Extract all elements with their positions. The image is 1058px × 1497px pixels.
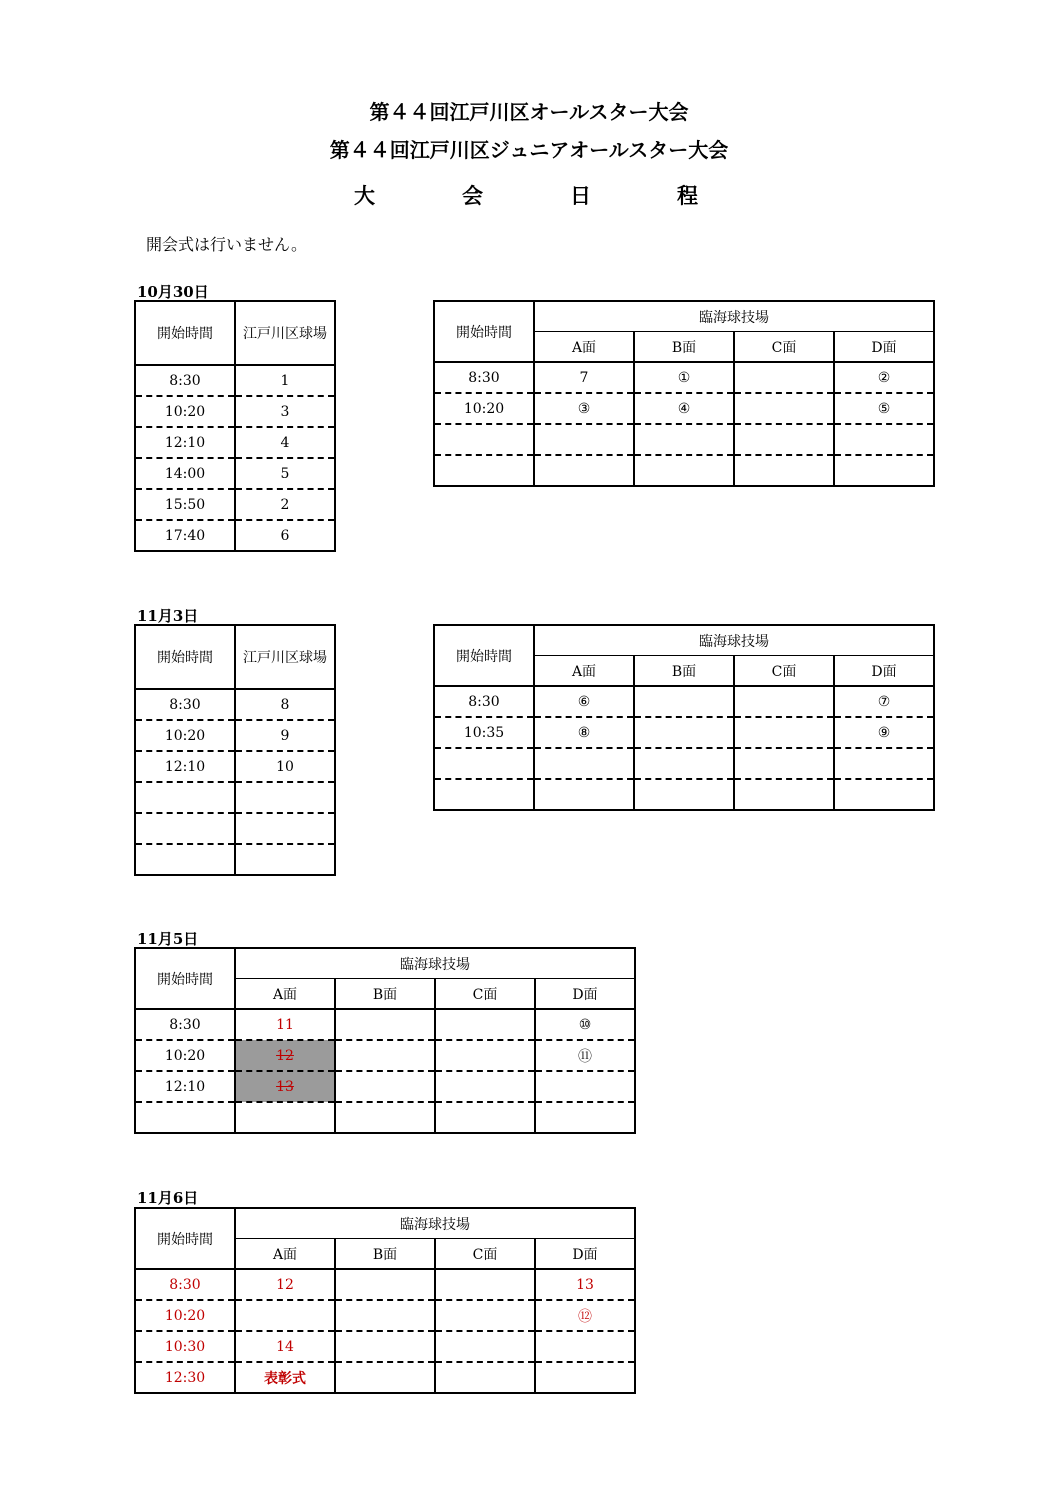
cell: 8:30: [135, 1009, 235, 1040]
cell: [435, 1331, 535, 1362]
cell: [535, 1071, 635, 1102]
cell: [435, 1040, 535, 1071]
cell: 12:10: [135, 751, 235, 782]
cell: 1: [235, 365, 335, 396]
cell: [535, 1362, 635, 1393]
cell: [235, 813, 335, 844]
cell: [734, 748, 834, 779]
header-d: D面: [834, 656, 934, 687]
cell-cancelled: 13: [235, 1071, 335, 1102]
note-text: 開会式は行いません。: [146, 235, 307, 254]
cell: 8: [235, 689, 335, 720]
cell: [135, 813, 235, 844]
cell: [834, 748, 934, 779]
cell-award-ceremony: 表彰式: [235, 1362, 335, 1393]
cell: 10:35: [434, 717, 534, 748]
cell: 12:10: [135, 1071, 235, 1102]
cell: 3: [235, 396, 335, 427]
cell: [834, 424, 934, 455]
cell: [435, 1300, 535, 1331]
header-b: B面: [634, 332, 734, 363]
header-start: 開始時間: [434, 301, 534, 362]
cell: ⑤: [834, 393, 934, 424]
cell: 10:20: [135, 1300, 235, 1331]
cell: [135, 844, 235, 875]
title-junior: 第４４回江戸川区ジュニアオールスター大会: [329, 138, 729, 162]
cell-cancelled: 12: [235, 1040, 335, 1071]
cell: 11: [235, 1009, 335, 1040]
cell: [435, 1009, 535, 1040]
cell: 12:30: [135, 1362, 235, 1393]
cell: ⑥: [534, 686, 634, 717]
cell: [435, 1102, 535, 1133]
cell: [834, 779, 934, 810]
subtitle-char: 程: [677, 183, 698, 208]
cell: [734, 686, 834, 717]
cell: 10: [235, 751, 335, 782]
header-b: B面: [335, 1239, 435, 1270]
edogawa-table-day2: [134, 624, 336, 876]
cell: ⑧: [534, 717, 634, 748]
header-rinkai: 臨海球技場: [235, 948, 635, 979]
cell: [335, 1102, 435, 1133]
cell: 6: [235, 520, 335, 551]
cell: [235, 782, 335, 813]
header-c: C面: [435, 979, 535, 1010]
cell: ①: [634, 362, 734, 393]
header-rinkai: 臨海球技場: [534, 625, 934, 656]
header-c: C面: [435, 1239, 535, 1270]
cell: 4: [235, 427, 335, 458]
title-main: 第４４回江戸川区オールスター大会: [369, 100, 689, 124]
cell: [435, 1071, 535, 1102]
cell: [634, 779, 734, 810]
cell: 5: [235, 458, 335, 489]
date-label: 11月3日: [137, 607, 199, 625]
cell: [435, 1362, 535, 1393]
cell: [834, 455, 934, 486]
rinkai-table-day3: [134, 947, 636, 1134]
cell: [335, 1040, 435, 1071]
cell: [634, 686, 734, 717]
cell: [534, 779, 634, 810]
cell: [135, 782, 235, 813]
cell: ⑩: [535, 1009, 635, 1040]
subtitle-char: 日: [570, 183, 591, 208]
cell: [434, 455, 534, 486]
cell: [535, 1102, 635, 1133]
cell: ④: [634, 393, 734, 424]
cell: [535, 1331, 635, 1362]
cell: ②: [834, 362, 934, 393]
header-rinkai: 臨海球技場: [235, 1208, 635, 1239]
cell: 9: [235, 720, 335, 751]
cell: 10:20: [434, 393, 534, 424]
rinkai-table-day1: [433, 300, 935, 487]
cell: [335, 1331, 435, 1362]
header-a: A面: [534, 656, 634, 687]
cell: [734, 779, 834, 810]
header-start: 開始時間: [135, 625, 235, 689]
cell: 13: [535, 1269, 635, 1300]
header-a: A面: [235, 979, 335, 1010]
cell: [534, 424, 634, 455]
cell: [335, 1362, 435, 1393]
cell: [734, 393, 834, 424]
subtitle-char: 会: [462, 183, 483, 208]
header-d: D面: [834, 332, 934, 363]
cell: [734, 424, 834, 455]
cell: 7: [534, 362, 634, 393]
header-start: 開始時間: [135, 301, 235, 365]
cell: 8:30: [135, 689, 235, 720]
subtitle-char: 大: [354, 183, 375, 208]
header-start: 開始時間: [135, 1208, 235, 1269]
cell: 10:20: [135, 720, 235, 751]
cell: 10:20: [135, 1040, 235, 1071]
rinkai-table-day4: [134, 1207, 636, 1394]
header-d: D面: [535, 979, 635, 1010]
cell: 2: [235, 489, 335, 520]
header-a: A面: [534, 332, 634, 363]
cell: 8:30: [135, 365, 235, 396]
header-edogawa: 江戸川区球場: [235, 625, 335, 689]
date-label: 11月5日: [137, 930, 199, 948]
cell: [434, 779, 534, 810]
header-rinkai: 臨海球技場: [534, 301, 934, 332]
header-start: 開始時間: [434, 625, 534, 686]
cell: [634, 455, 734, 486]
date-label: 10月30日: [137, 283, 209, 301]
cell: [335, 1009, 435, 1040]
cell: 10:30: [135, 1331, 235, 1362]
cell: [434, 424, 534, 455]
cell: [335, 1269, 435, 1300]
edogawa-table-day1: [134, 300, 336, 552]
header-edogawa: 江戸川区球場: [235, 301, 335, 365]
cell: 8:30: [434, 362, 534, 393]
cell: [235, 1300, 335, 1331]
header-b: B面: [335, 979, 435, 1010]
cell: 14: [235, 1331, 335, 1362]
cell: [335, 1071, 435, 1102]
cell: 17:40: [135, 520, 235, 551]
cell: 10:20: [135, 396, 235, 427]
cell: 12:10: [135, 427, 235, 458]
rinkai-table-day2: [433, 624, 935, 811]
cell: [235, 1102, 335, 1133]
cell: ③: [534, 393, 634, 424]
cell: 15:50: [135, 489, 235, 520]
header-c: C面: [734, 656, 834, 687]
cell: [534, 455, 634, 486]
header-d: D面: [535, 1239, 635, 1270]
cell: ⑫: [535, 1300, 635, 1331]
cell: [634, 424, 734, 455]
cell: ⑦: [834, 686, 934, 717]
cell: 14:00: [135, 458, 235, 489]
cell: [335, 1300, 435, 1331]
cell: [734, 362, 834, 393]
cell: ⑪: [535, 1040, 635, 1071]
date-label: 11月6日: [137, 1189, 199, 1207]
cell: 12: [235, 1269, 335, 1300]
cell: [734, 455, 834, 486]
header-b: B面: [634, 656, 734, 687]
cell: [634, 717, 734, 748]
cell: ⑨: [834, 717, 934, 748]
header-start: 開始時間: [135, 948, 235, 1009]
header-c: C面: [734, 332, 834, 363]
cell: [734, 717, 834, 748]
header-a: A面: [235, 1239, 335, 1270]
cell: [434, 748, 534, 779]
cell: [634, 748, 734, 779]
cell: [435, 1269, 535, 1300]
cell: 8:30: [434, 686, 534, 717]
cell: [135, 1102, 235, 1133]
cell: 8:30: [135, 1269, 235, 1300]
cell: [235, 844, 335, 875]
cell: [534, 748, 634, 779]
